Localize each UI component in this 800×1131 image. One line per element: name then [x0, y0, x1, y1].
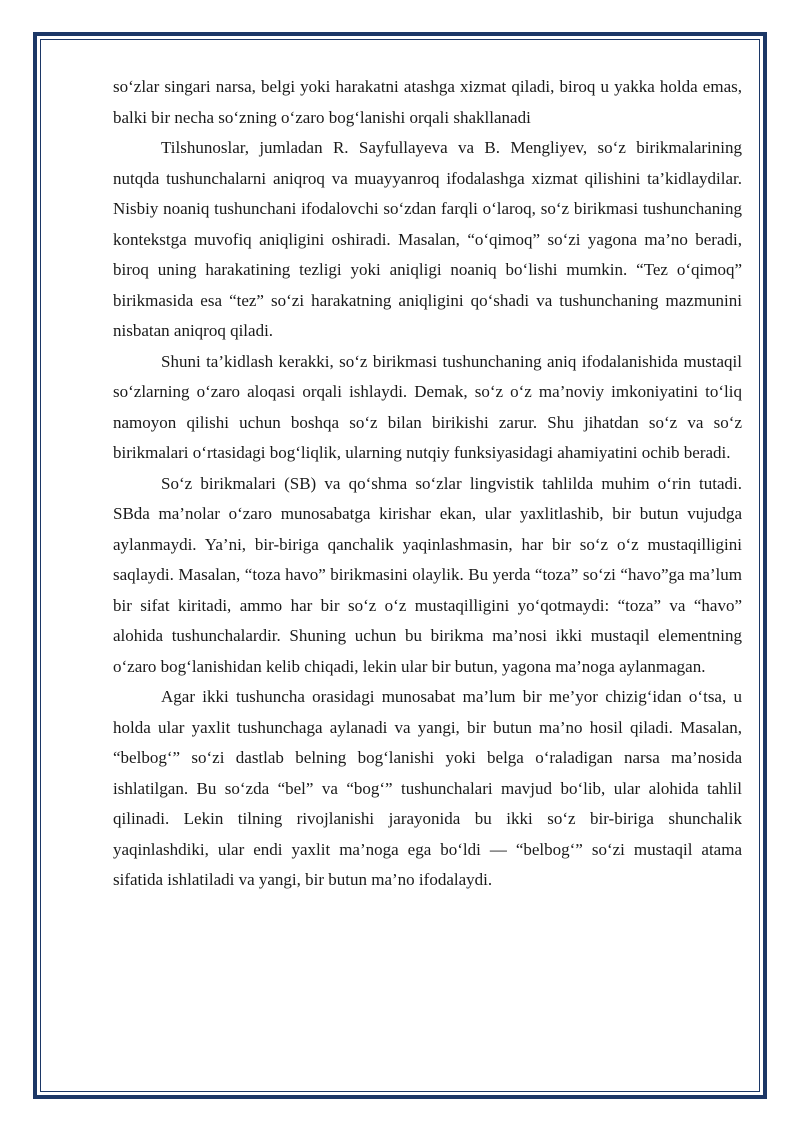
paragraph: Shuni ta’kidlash kerakki, so‘z birikmasi tushunchaning aniq ifodalanishida mustaqil so‘zlarning o‘zaro aloqasi orqali ishlaydi. Demak, so‘z o‘z ma’noviy imkoniyatini to‘liq namoyon qilishi uchun boshqa so‘z bilan birikishi zarur. Shu jihatdan so‘z va so‘z birikmalari o‘rtasidagi bog‘liqlik, ularning nutqiy funksiyasidagi ahamiyatini ochib beradi.: [113, 351, 742, 462]
paragraph: Agar ikki tushuncha orasidagi munosabat ma’lum bir me’yor chizig‘idan o‘tsa, u holda ular yaxlit tushunchaga aylanadi va yangi, bir butun ma’no hosil qiladi. Masalan, “belbog‘” so‘zi dastlab belning bog‘lanishi yoki belga o‘raladigan narsa ma’nosida ishlatilgan. Bu so‘zda “bel” va “bog‘” tushunchalari mavjud bo‘lib, ular alohida tahlil qilinadi. Lekin tilning rivojlanishi jarayonida bu ikki so‘z bir-biriga shunchalik yaqinlashdiki, ular endi yaxlit ma’noga ega bo‘ldi — “belbog‘” so‘zi mustaqil atama sifatida ishlatiladi va yangi, bir butun ma’no ifodalaydi.: [113, 687, 742, 889]
paragraph-continuation: so‘zlar singari narsa, belgi yoki harakatni atashga xizmat qiladi, biroq u yakka holda emas, balki bir necha so‘zning o‘zaro bog‘lanishi orqali shakllanadi: [113, 77, 742, 127]
body-text: [113, 72, 742, 896]
paragraph: So‘z birikmalari (SB) va qo‘shma so‘zlar lingvistik tahlilda muhim o‘rin tutadi. SBda ma’nolar o‘zaro munosabatga kirishar ekan, ular yaxlitlashib, bir butun vujudga aylanmaydi. Ya’ni, bir-biriga qanchalik yaqinlashmasin, har bir so‘z o‘z mustaqilligini saqlaydi. Masalan, “toza havo” birikmasini olaylik. Bu yerda “toza” so‘zi “havo”ga ma’lum bir sifat kiritadi, ammo har bir so‘z o‘z mustaqilligini yo‘qotmaydi: “toza” va “havo” alohida tushunchalardir. Shuning uchun bu birikma ma’nosi ikki mustaqil elementning o‘zaro bog‘lanishidan kelib chiqadi, lekin ular bir butun, yagona ma’noga aylanmagan.: [113, 473, 742, 676]
paragraph: Tilshunoslar, jumladan R. Sayfullayeva va B. Mengliyev, so‘z birikmalarining nutqda tushunchalarni aniqroq va muayyanroq ifodalashga xizmat qilishini ta’kidlaydilar. Nisbiy noaniq tushunchani ifodalovchi so‘zdan farqli o‘laroq, so‘z birikmasi tushunchaning kontekstga muvofiq aniqligini oshiradi. Masalan, “o‘qimoq” so‘zi yagona ma’no beradi, biroq uning harakatining tezligi yoki aniqligi noaniq bo‘lishi mumkin. “Tez o‘qimoq” birikmasida esa “tez” so‘zi harakatning aniqligini qo‘shadi va tushunchaning mazmunini nisbatan aniqroq qiladi.: [113, 138, 742, 340]
